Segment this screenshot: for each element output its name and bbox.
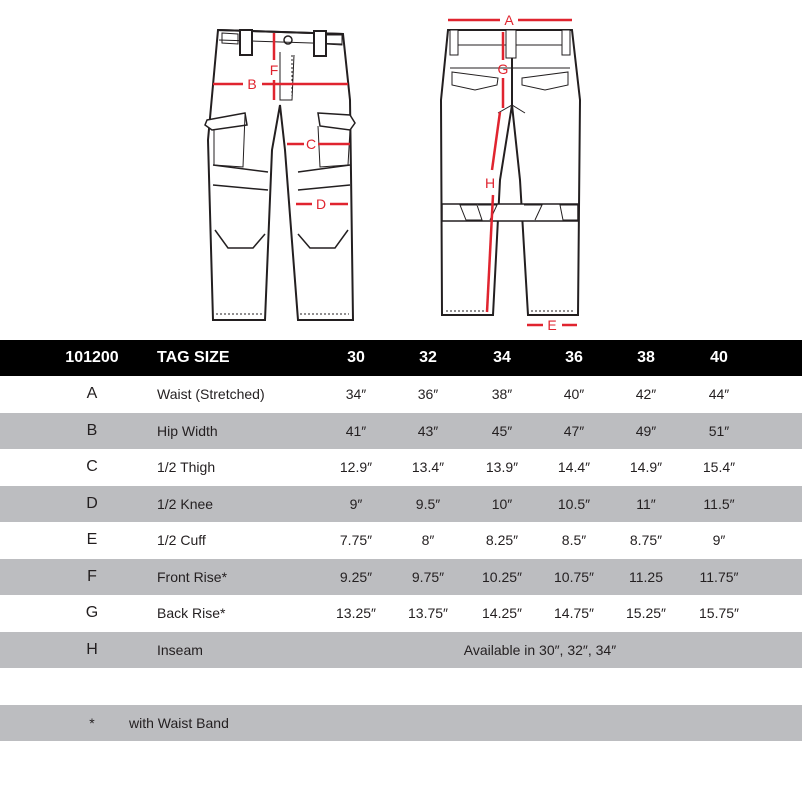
measure-value: 9.5″ [415, 495, 441, 512]
table-row [0, 449, 802, 486]
measure-letter: D [86, 494, 98, 512]
measure-label: Waist (Stretched) [157, 386, 265, 403]
measure-value: 8.5″ [561, 532, 587, 549]
size-chart-table [0, 340, 802, 741]
measure-value: 44″ [708, 386, 730, 403]
measure-value: 15.4″ [702, 459, 736, 476]
label-b: B [247, 76, 257, 92]
measure-letter: A [86, 385, 98, 403]
measure-label: 1/2 Thigh [157, 459, 216, 476]
measure-letter: G [85, 604, 99, 622]
style-number: 101200 [65, 349, 119, 366]
table-row [0, 486, 802, 523]
size-header: 36 [565, 349, 583, 366]
measure-value: 8″ [421, 532, 435, 549]
inseam-availability: Available in 30″, 32″, 34″ [463, 641, 617, 658]
measure-value: 11.5″ [703, 495, 735, 512]
table-row [0, 376, 802, 413]
size-header: 40 [710, 349, 728, 366]
size-header: 32 [419, 349, 437, 366]
measure-value: 49″ [635, 422, 657, 439]
measure-value: 11″ [636, 495, 656, 512]
measure-value: 13.25″ [336, 605, 376, 622]
footnote-row [0, 705, 802, 742]
measure-value: 36″ [417, 386, 439, 403]
measure-value: 38″ [491, 386, 513, 403]
measure-value: 8.75″ [629, 532, 663, 549]
measure-value: 10.5″ [557, 495, 591, 512]
label-e: E [547, 317, 557, 333]
label-h: H [484, 175, 496, 191]
measure-value: 43″ [417, 422, 439, 439]
measure-value: 14.4″ [557, 459, 591, 476]
measure-value: 11.75″ [699, 568, 739, 585]
measure-value: 9″ [349, 495, 363, 512]
measure-label: 1/2 Knee [157, 495, 214, 512]
measure-value: 14.25″ [482, 605, 522, 622]
table-row [0, 632, 802, 669]
measure-letter: C [86, 458, 98, 476]
measure-value: 9.75″ [411, 568, 445, 585]
measure-value: 10.75″ [554, 568, 594, 585]
measure-label: Back Rise* [157, 605, 226, 622]
measure-value: 8.25″ [485, 532, 519, 549]
size-header: 34 [493, 349, 511, 366]
table-row [0, 559, 802, 596]
measure-value: 9″ [712, 532, 726, 549]
pants-measurement-diagram [0, 0, 802, 335]
measure-value: 12.9″ [339, 459, 373, 476]
measure-letter: E [86, 531, 98, 549]
measure-value: 41″ [345, 422, 367, 439]
measure-label: 1/2 Cuff [157, 532, 206, 549]
measure-label: Inseam [157, 641, 203, 658]
measure-value: 47″ [563, 422, 585, 439]
label-d: D [315, 196, 327, 212]
measure-value: 42″ [635, 386, 657, 403]
measure-value: 13.4″ [411, 459, 445, 476]
measure-value: 10.25″ [482, 568, 522, 585]
table-row [0, 522, 802, 559]
measure-value: 15.75″ [699, 605, 739, 622]
measure-value: 40″ [563, 386, 585, 403]
measure-value: 9.25″ [339, 568, 373, 585]
label-a: A [504, 12, 514, 28]
table-row [0, 595, 802, 632]
label-g: G [497, 61, 509, 77]
measure-value: 14.75″ [554, 605, 594, 622]
measure-value: 34″ [345, 386, 367, 403]
measure-value: 51″ [708, 422, 730, 439]
footnote-text: with Waist Band [129, 714, 229, 731]
measure-value: 7.75″ [339, 532, 373, 549]
measure-value: 13.75″ [408, 605, 448, 622]
measure-letter: B [86, 421, 98, 439]
measure-value: 15.25″ [626, 605, 666, 622]
footnote-symbol: * [89, 714, 95, 731]
measure-value: 13.9″ [485, 459, 519, 476]
measure-label: Front Rise* [157, 568, 228, 585]
measure-value: 11.25 [629, 568, 663, 585]
tag-size-label: TAG SIZE [157, 349, 230, 366]
measure-value: 45″ [491, 422, 513, 439]
label-f: F [269, 62, 279, 78]
table-row [0, 413, 802, 450]
measure-value: 14.9″ [629, 459, 663, 476]
measure-value: 10″ [491, 495, 513, 512]
pants-illustration [0, 0, 802, 335]
label-c: C [305, 136, 317, 152]
measure-letter: F [87, 567, 97, 585]
size-header: 30 [347, 349, 365, 366]
table-header-row [0, 340, 802, 376]
spacer-row [0, 668, 802, 705]
measure-label: Hip Width [157, 422, 218, 439]
measure-letter: H [86, 640, 98, 658]
size-header: 38 [637, 349, 655, 366]
